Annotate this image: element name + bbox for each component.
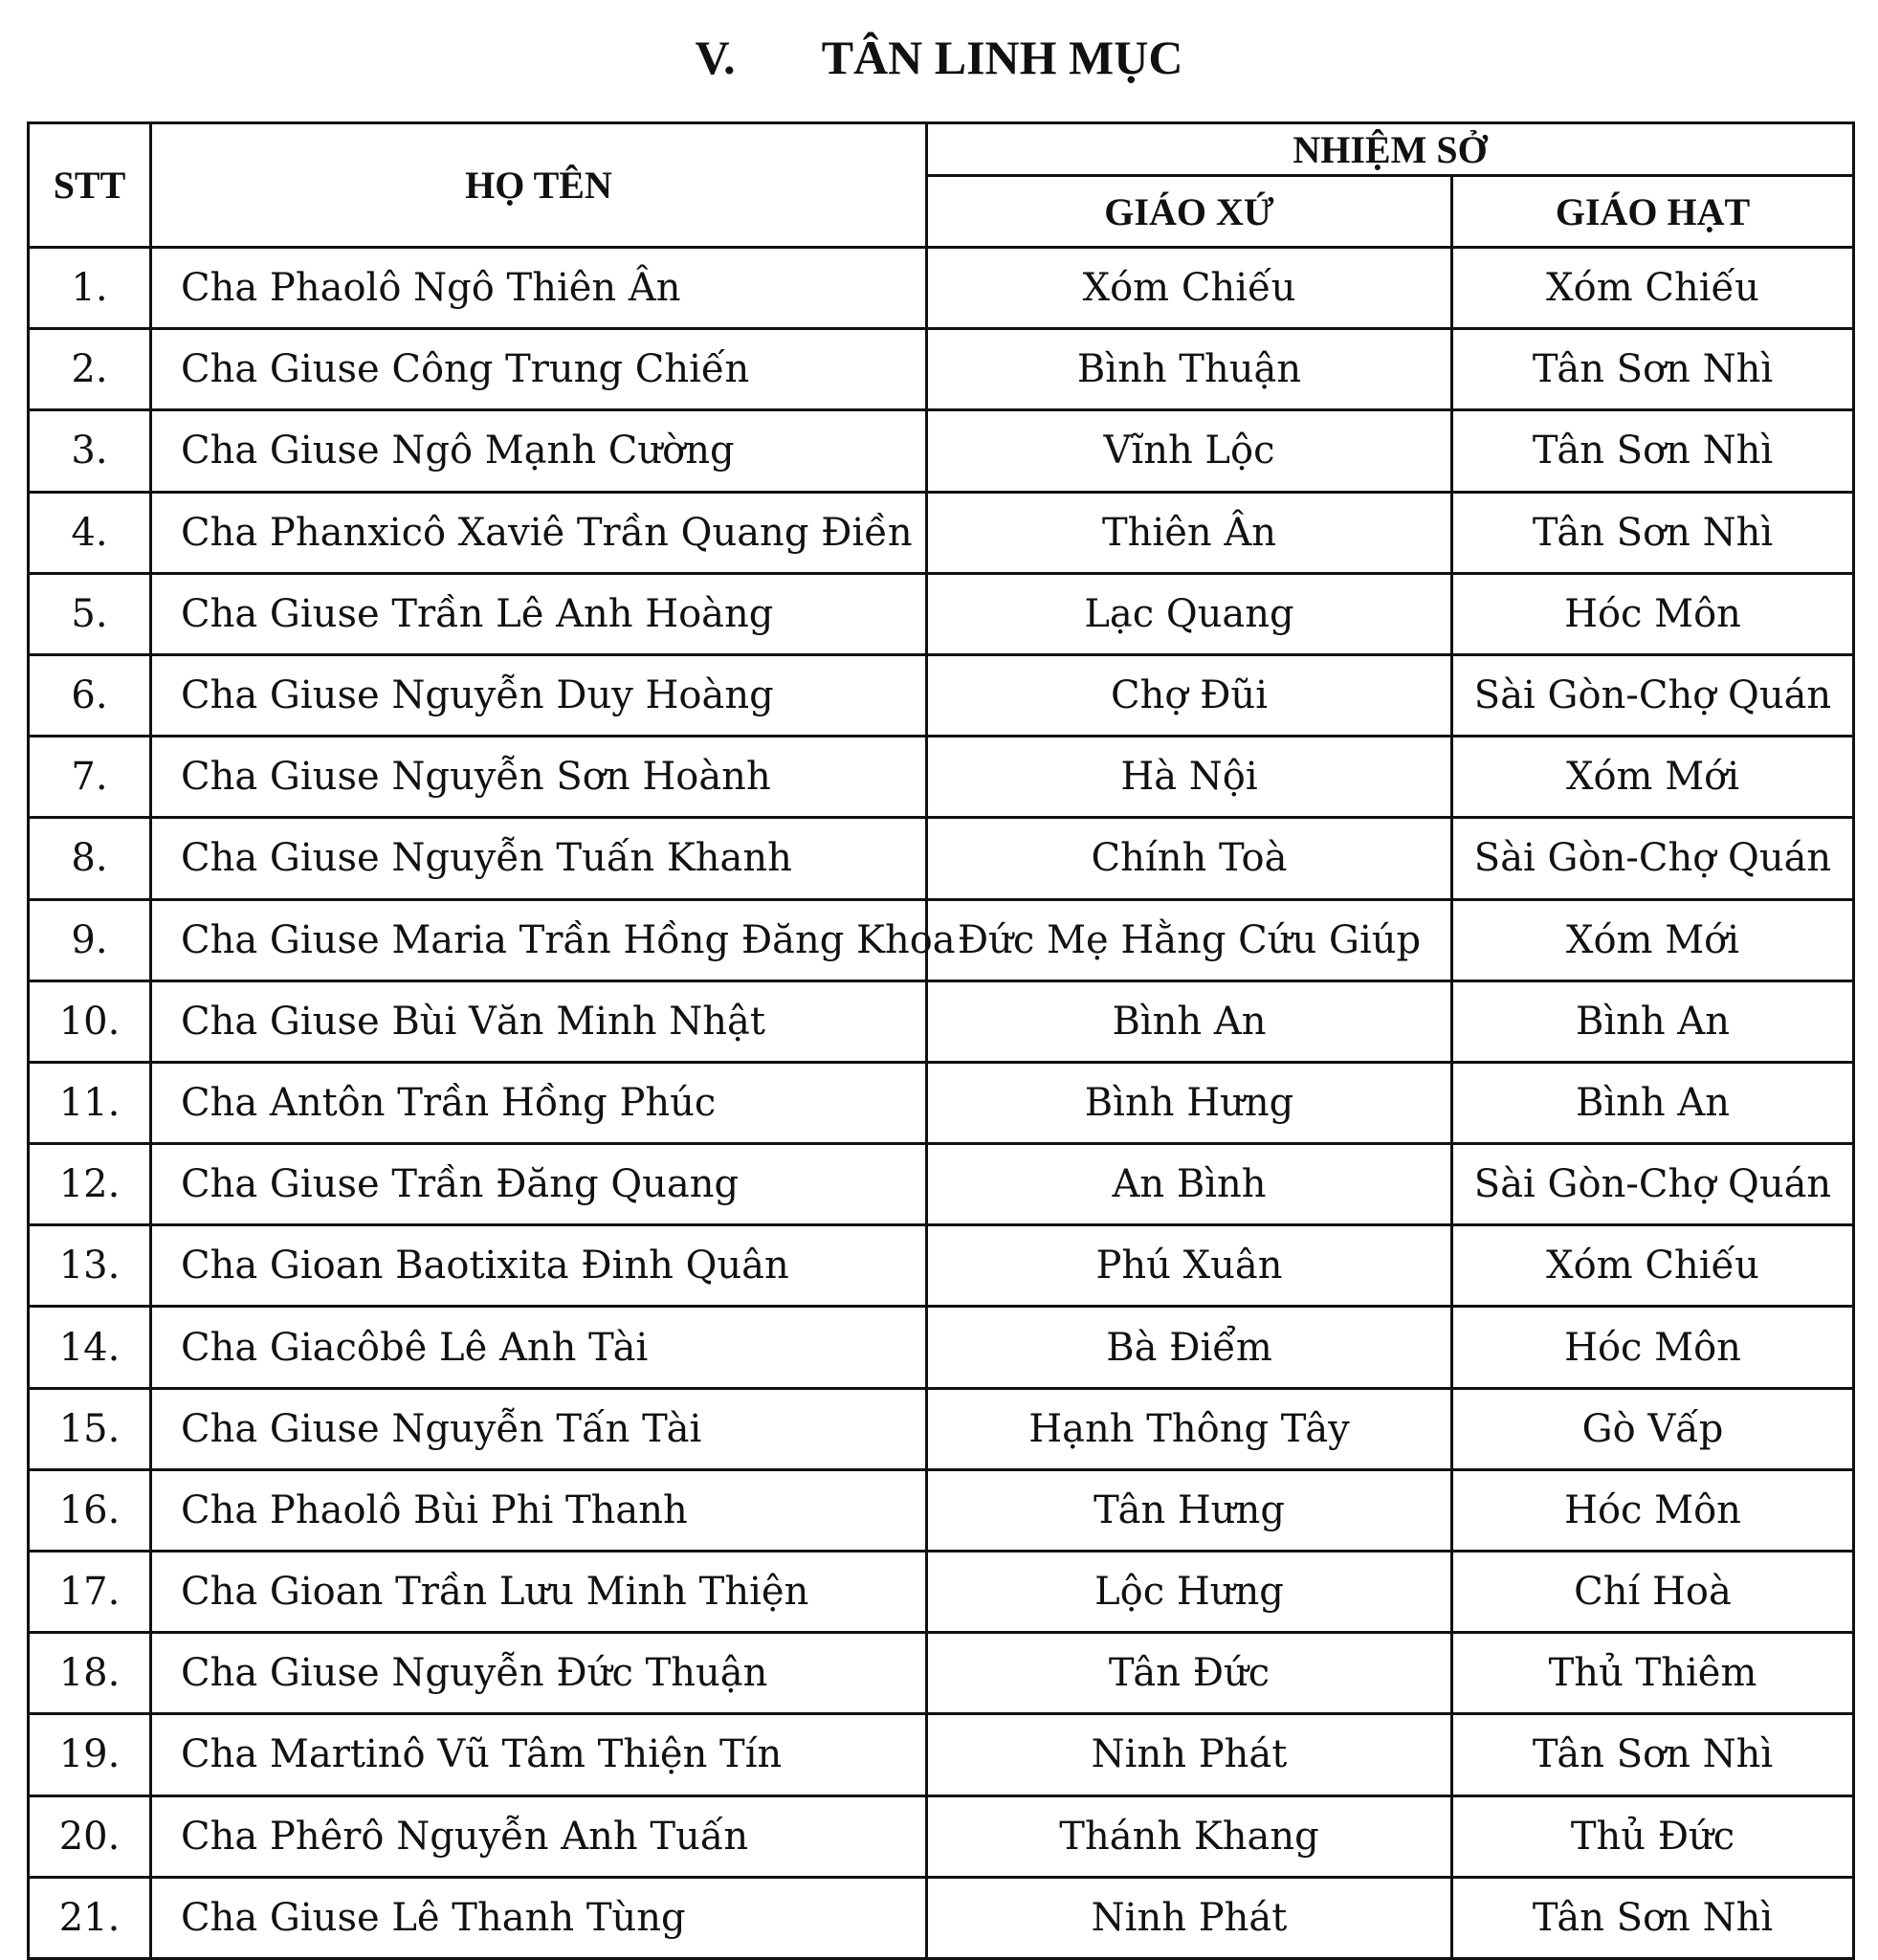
deanery-cell: Thủ Đức [1452,1795,1854,1877]
row-number: 8. [29,818,151,899]
priest-name: Cha Giuse Trần Lê Anh Hoàng [151,573,927,654]
deanery-cell: Xóm Mới [1452,899,1854,980]
priest-name: Cha Giuse Maria Trần Hồng Đăng Khoa [151,899,927,980]
table-row [29,573,1854,654]
parish-cell: Xóm Chiếu [927,248,1452,329]
deanery-cell: Tân Sơn Nhì [1452,492,1854,573]
deanery-cell: Sài Gòn-Chợ Quán [1452,818,1854,899]
priest-name: Cha Giacôbê Lê Anh Tài [151,1307,927,1388]
table-row [29,1469,1854,1551]
row-number: 18. [29,1633,151,1714]
deanery-cell: Sài Gòn-Chợ Quán [1452,654,1854,736]
table-row [29,737,1854,818]
priest-name: Cha Phaolô Ngô Thiên Ân [151,248,927,329]
priest-name: Cha Gioan Trần Lưu Minh Thiện [151,1552,927,1633]
table-row [29,1633,1854,1714]
header-deanery: GIÁO HẠT [1452,176,1854,248]
row-number: 16. [29,1469,151,1551]
row-number: 7. [29,737,151,818]
parish-cell: Bà Điểm [927,1307,1452,1388]
row-number: 1. [29,248,151,329]
table-row [29,1225,1854,1307]
header-parish: GIÁO XỨ [927,176,1452,248]
row-number: 15. [29,1388,151,1469]
deanery-cell: Hóc Môn [1452,1307,1854,1388]
parish-cell: Lộc Hưng [927,1552,1452,1633]
row-number: 10. [29,980,151,1062]
row-number: 6. [29,654,151,736]
parish-cell: Bình An [927,980,1452,1062]
section-title: TÂN LINH MỤC [821,31,1183,84]
table-row [29,1062,1854,1143]
parish-cell: Chính Toà [927,818,1452,899]
priests-table [27,121,1855,1960]
table-row [29,492,1854,573]
priest-name: Cha Giuse Nguyễn Sơn Hoành [151,737,927,818]
parish-cell: Vĩnh Lộc [927,410,1452,492]
table-row [29,1795,1854,1877]
priest-name: Cha Giuse Nguyễn Duy Hoàng [151,654,927,736]
priest-name: Cha Phanxicô Xaviê Trần Quang Điền [151,492,927,573]
row-number: 3. [29,410,151,492]
row-number: 19. [29,1714,151,1795]
priest-name: Cha Giuse Công Trung Chiến [151,329,927,410]
table-row [29,1552,1854,1633]
table-row [29,1714,1854,1795]
deanery-cell: Sài Gòn-Chợ Quán [1452,1144,1854,1225]
parish-cell: Hà Nội [927,737,1452,818]
table-row [29,1144,1854,1225]
table-row [29,1877,1854,1958]
parish-cell: An Bình [927,1144,1452,1225]
priest-name: Cha Gioan Baotixita Đinh Quân [151,1225,927,1307]
parish-cell: Ninh Phát [927,1877,1452,1958]
parish-cell: Tân Hưng [927,1469,1452,1551]
parish-cell: Thiên Ân [927,492,1452,573]
page-title [0,27,1878,88]
parish-cell: Phú Xuân [927,1225,1452,1307]
deanery-cell: Gò Vấp [1452,1388,1854,1469]
priest-name: Cha Antôn Trần Hồng Phúc [151,1062,927,1143]
deanery-cell: Bình An [1452,1062,1854,1143]
priest-name: Cha Phaolô Bùi Phi Thanh [151,1469,927,1551]
priest-name: Cha Giuse Nguyễn Đức Thuận [151,1633,927,1714]
row-number: 14. [29,1307,151,1388]
table-row [29,248,1854,329]
table-row [29,899,1854,980]
parish-cell: Đức Mẹ Hằng Cứu Giúp [927,899,1452,980]
table-row [29,654,1854,736]
parish-cell: Bình Thuận [927,329,1452,410]
table-body [29,248,1854,1959]
parish-cell: Ninh Phát [927,1714,1452,1795]
row-number: 4. [29,492,151,573]
priest-name: Cha Giuse Ngô Mạnh Cường [151,410,927,492]
deanery-cell: Tân Sơn Nhì [1452,410,1854,492]
deanery-cell: Hóc Môn [1452,573,1854,654]
deanery-cell: Xóm Mới [1452,737,1854,818]
row-number: 5. [29,573,151,654]
deanery-cell: Tân Sơn Nhì [1452,1714,1854,1795]
row-number: 2. [29,329,151,410]
deanery-cell: Hóc Môn [1452,1469,1854,1551]
section-number: V. [695,31,736,84]
row-number: 13. [29,1225,151,1307]
table-row [29,818,1854,899]
table-row [29,980,1854,1062]
row-number: 20. [29,1795,151,1877]
parish-cell: Bình Hưng [927,1062,1452,1143]
row-number: 17. [29,1552,151,1633]
header-stt: STT [29,123,151,248]
row-number: 21. [29,1877,151,1958]
parish-cell: Chợ Đũi [927,654,1452,736]
table-row [29,1307,1854,1388]
row-number: 11. [29,1062,151,1143]
table-row [29,1388,1854,1469]
deanery-cell: Xóm Chiếu [1452,1225,1854,1307]
parish-cell: Thánh Khang [927,1795,1452,1877]
deanery-cell: Bình An [1452,980,1854,1062]
parish-cell: Tân Đức [927,1633,1452,1714]
priest-name: Cha Giuse Trần Đăng Quang [151,1144,927,1225]
parish-cell: Hạnh Thông Tây [927,1388,1452,1469]
header-name: HỌ TÊN [151,123,927,248]
priest-name: Cha Giuse Nguyễn Tuấn Khanh [151,818,927,899]
table-row [29,329,1854,410]
table-header [29,123,1854,248]
parish-cell: Lạc Quang [927,573,1452,654]
deanery-cell: Chí Hoà [1452,1552,1854,1633]
deanery-cell: Thủ Thiêm [1452,1633,1854,1714]
header-assignment: NHIỆM SỞ [927,123,1854,176]
deanery-cell: Tân Sơn Nhì [1452,329,1854,410]
priest-name: Cha Giuse Bùi Văn Minh Nhật [151,980,927,1062]
deanery-cell: Xóm Chiếu [1452,248,1854,329]
priest-name: Cha Martinô Vũ Tâm Thiện Tín [151,1714,927,1795]
priest-name: Cha Giuse Nguyễn Tấn Tài [151,1388,927,1469]
priest-name: Cha Phêrô Nguyễn Anh Tuấn [151,1795,927,1877]
table-row [29,410,1854,492]
deanery-cell: Tân Sơn Nhì [1452,1877,1854,1958]
row-number: 12. [29,1144,151,1225]
priest-name: Cha Giuse Lê Thanh Tùng [151,1877,927,1958]
row-number: 9. [29,899,151,980]
